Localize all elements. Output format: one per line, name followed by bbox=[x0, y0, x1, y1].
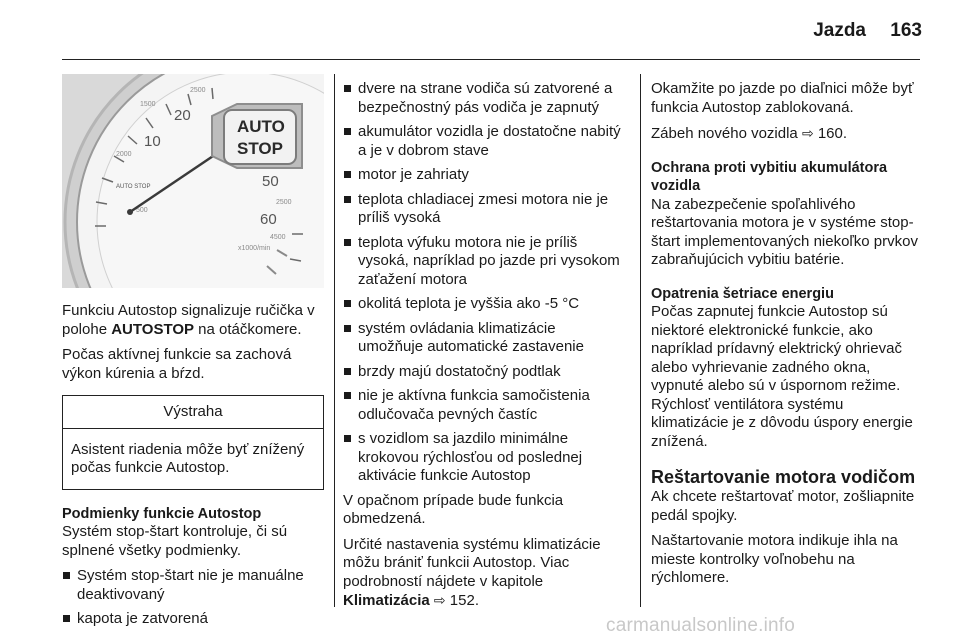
column-1 bbox=[62, 74, 324, 635]
paragraph: Určité nastavenia systému klimatizácie môžu brániť funkcii Autostop. Viac podrobností nájdete v kapitole Klimatizácia ⇨ 152. bbox=[343, 535, 601, 609]
bullet-icon bbox=[344, 85, 351, 92]
warning-title: Výstraha bbox=[63, 396, 323, 429]
list-item: Systém stop-štart nie je manuálne deaktivovaný bbox=[62, 567, 324, 604]
section-heading: Podmienky funkcie Autostop bbox=[62, 505, 262, 522]
bullet-list bbox=[343, 80, 623, 486]
dial-small-label: 500 bbox=[136, 207, 148, 214]
dial-number: 10 bbox=[144, 133, 161, 150]
text-run: na otáčkomere. bbox=[194, 320, 302, 338]
bullet-icon bbox=[344, 128, 351, 135]
list-item: teplota výfuku motora nie je príliš vysoká, napríklad po jazde pri vysokom zaťažení motora bbox=[343, 234, 623, 290]
link-klimatizacia[interactable]: Klimatizácia bbox=[343, 592, 430, 609]
autostop-label-stop: STOP bbox=[237, 139, 283, 158]
column-divider-2 bbox=[640, 74, 641, 607]
dial-small-label: x1000/min bbox=[238, 245, 271, 252]
list-item: okolitá teplota je vyššia ako -5 °C bbox=[343, 295, 623, 314]
list-item: s vozidlom sa jazdilo minimálne krokovou rýchlosťou od poslednej aktivácie funkcie Autostop bbox=[343, 430, 623, 486]
paragraph: Počas aktívnej funkcie sa zachová výkon kúrenia a bŕzd. bbox=[62, 346, 292, 382]
list-item: kapota je zatvorená bbox=[62, 610, 324, 629]
bullet-icon bbox=[63, 615, 70, 622]
bullet-icon bbox=[344, 325, 351, 332]
bullet-icon bbox=[344, 196, 351, 203]
bullet-icon bbox=[344, 368, 351, 375]
dial-small-label: 2500 bbox=[190, 87, 206, 94]
paragraph: Naštartovanie motora indikuje ihla na mieste kontrolky voľnobehu na rýchlomere. bbox=[651, 532, 898, 586]
list-item: teplota chladiacej zmesi motora nie je príliš vysoká bbox=[343, 191, 623, 228]
page-reference-arrow-icon: ⇨ bbox=[801, 125, 814, 141]
bullet-list bbox=[62, 567, 324, 629]
list-item: systém ovládania klimatizácie umožňuje automatické zastavenie bbox=[343, 320, 623, 357]
header-divider bbox=[62, 59, 920, 60]
list-item: nie je aktívna funkcia samočistenia odlučovača pevných častíc bbox=[343, 387, 623, 424]
warning-box bbox=[62, 395, 324, 490]
list-item: brzdy majú dostatočný podtlak bbox=[343, 363, 623, 382]
warning-body: Asistent riadenia môže byť znížený počas funkcie Autostop. bbox=[71, 440, 305, 476]
term-autostop: AUTOSTOP bbox=[111, 320, 195, 338]
paragraph: Zábeh nového vozidla ⇨ 160. bbox=[651, 125, 848, 142]
bullet-icon bbox=[63, 572, 70, 579]
column-2 bbox=[343, 80, 623, 618]
dial-small-label: 1500 bbox=[140, 101, 156, 108]
page-reference[interactable]: 152. bbox=[445, 592, 479, 609]
autostop-label-auto: AUTO bbox=[237, 117, 285, 136]
page-reference-arrow-icon: ⇨ bbox=[433, 592, 446, 608]
tachometer-figure bbox=[62, 74, 324, 288]
header-title: Jazda bbox=[813, 20, 866, 41]
paragraph: Okamžite po jazde po diaľnici môže byť funkcia Autostop zablokovaná. bbox=[651, 80, 914, 116]
bullet-icon bbox=[344, 392, 351, 399]
dial-number: 60 bbox=[260, 211, 277, 228]
paragraph: V opačnom prípade bude funkcia obmedzená. bbox=[343, 491, 564, 527]
section-heading: Ochrana proti vybitiu akumulátora vozidla bbox=[651, 159, 888, 194]
column-divider-1 bbox=[334, 74, 335, 607]
column-3 bbox=[651, 80, 921, 595]
paragraph: Systém stop-štart kontroluje, či sú splnené všetky podmienky. bbox=[62, 523, 288, 559]
paragraph: Počas zapnutej funkcie Autostop sú niektoré elektronické funkcie, ako napríklad prídavný elektrický ohrievač alebo vyhrievanie zadného okna, vypnuté alebo sú v úspornom režime. Rýchlosť ventilátora systému klimatizácie je z dôvodu úspory energie znížená. bbox=[651, 303, 913, 450]
bullet-icon bbox=[344, 300, 351, 307]
list-item: dvere na strane vodiča sú zatvorené a bezpečnostný pás vodiča je zapnutý bbox=[343, 80, 623, 117]
section-heading-large: Reštartovanie motora vodičom bbox=[651, 467, 916, 487]
text-run: Funkciu Autostop signalizuje ručička v polohe bbox=[62, 302, 315, 338]
dial-small-label: 2500 bbox=[276, 199, 292, 206]
autostop-magnifier bbox=[212, 104, 302, 168]
dial-number: 50 bbox=[262, 173, 279, 190]
bullet-icon bbox=[344, 171, 351, 178]
dial-number: 20 bbox=[174, 107, 191, 124]
tachometer-illustration bbox=[62, 74, 324, 288]
bullet-icon bbox=[344, 435, 351, 442]
dial-small-label: 2000 bbox=[116, 151, 132, 158]
page-number: 163 bbox=[890, 20, 922, 41]
page-reference[interactable]: 160. bbox=[813, 125, 848, 142]
watermark: carmanualsonline.info bbox=[606, 615, 796, 636]
bullet-icon bbox=[344, 239, 351, 246]
list-item: akumulátor vozidla je dostatočne nabitý a je v dobrom stave bbox=[343, 123, 623, 160]
paragraph: Na zabezpečenie spoľahlivého reštartovania motora je v systéme stop-štart implementovaných niekoľko prvkov zabraňujúcich vybitiu batérie. bbox=[651, 195, 918, 268]
dial-small-label: 4500 bbox=[270, 234, 286, 241]
paragraph: Ak chcete reštartovať motor, zošliapnite pedál spojky. bbox=[651, 488, 915, 524]
section-heading: Opatrenia šetriace energiu bbox=[651, 285, 834, 302]
list-item: motor je zahriaty bbox=[343, 166, 623, 185]
dial-autostop-mark: AUTO STOP bbox=[116, 184, 151, 190]
caption-paragraph bbox=[62, 302, 324, 339]
